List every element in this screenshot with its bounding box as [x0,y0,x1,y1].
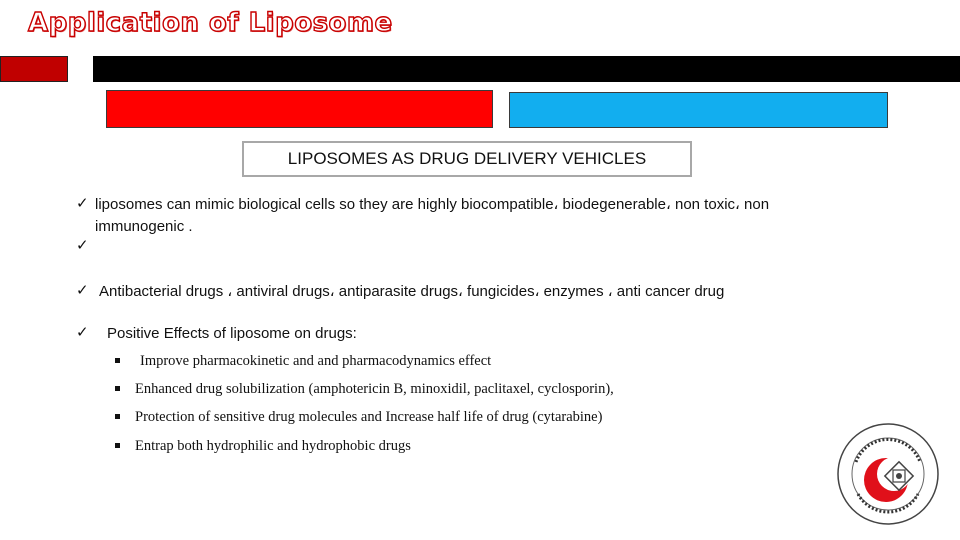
checkmark-icon: ✓ [76,194,89,212]
point-3: Positive Effects of liposome on drugs: [107,325,357,342]
square-bullet-icon [115,443,120,448]
red-accent-bar [0,56,68,82]
checkmark-icon: ✓ [76,281,89,299]
point-2: Antibacterial drugs ، antiviral drugs، antiparasite drugs، fungicides، enzymes ، anti cancer drug [99,283,725,300]
red-placeholder-box [106,90,493,128]
square-bullet-icon [115,386,120,391]
sub-point-4: Entrap both hydrophilic and hydrophobic drugs [135,438,411,454]
sub-point-3: Protection of sensitive drug molecules and Increase half life of drug (cytarabine) [135,409,603,425]
sub-point-2: Enhanced drug solubilization (amphotericin B, minoxidil, paclitaxel, cyclosporin), [135,381,614,397]
slide-title: Application of Liposome [28,8,393,38]
blue-placeholder-box [509,92,888,128]
checkmark-icon: ✓ [76,236,89,254]
point-1-line-2: immunogenic . [95,218,193,235]
square-bullet-icon [115,358,120,363]
black-header-bar [93,56,960,82]
checkmark-icon: ✓ [76,323,89,341]
department-logo [836,422,940,526]
square-bullet-icon [115,414,120,419]
section-heading: LIPOSOMES AS DRUG DELIVERY VEHICLES [242,141,692,177]
sub-point-1: Improve pharmacokinetic and and pharmacodynamics effect [140,353,492,369]
point-1-line-1: liposomes can mimic biological cells so they are highly biocompatible، biodegenerable، non toxic، non [95,196,770,213]
